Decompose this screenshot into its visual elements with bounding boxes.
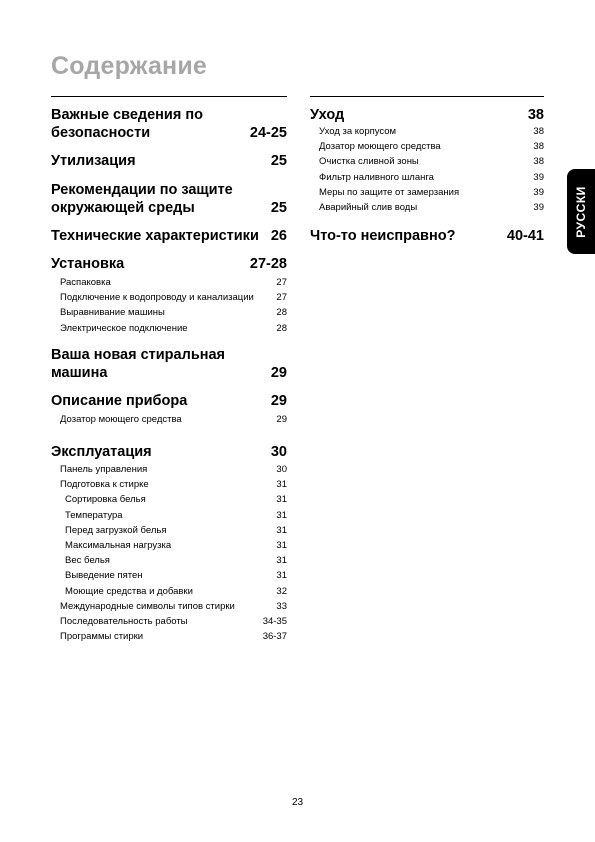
toc-item-page: 31 xyxy=(276,509,287,521)
toc-item-page: 30 xyxy=(276,464,287,476)
toc-section-installation[interactable] xyxy=(51,255,287,273)
toc-item[interactable] xyxy=(51,523,287,538)
toc-item[interactable] xyxy=(51,629,287,644)
toc-page: 38 xyxy=(527,107,544,123)
toc-item-page: 32 xyxy=(276,585,287,597)
toc-item-label: Панель управления xyxy=(60,464,148,476)
toc-item[interactable] xyxy=(310,170,544,185)
toc-item-label: Сортировка белья xyxy=(65,494,146,506)
toc-section-troubleshooting[interactable] xyxy=(310,227,544,245)
toc-item[interactable] xyxy=(51,412,287,427)
toc-item-page: 27 xyxy=(276,292,287,304)
toc-item[interactable] xyxy=(51,275,287,290)
toc-title: Установка xyxy=(51,256,125,272)
toc-page: 26 xyxy=(270,228,287,244)
toc-item-label: Температура xyxy=(65,509,123,521)
toc-left-column xyxy=(51,106,287,644)
toc-item-label: Максимальная нагрузка xyxy=(65,540,172,552)
toc-item-page: 36-37 xyxy=(262,631,287,643)
toc-title: Технические характеристики xyxy=(51,228,259,244)
toc-item-page: 31 xyxy=(276,570,287,582)
toc-item[interactable] xyxy=(51,584,287,599)
toc-title: Утилизация xyxy=(51,153,136,169)
divider-left xyxy=(51,96,287,97)
toc-title: безопасности xyxy=(51,125,151,141)
toc-page: 25 xyxy=(270,153,287,169)
toc-item-page: 39 xyxy=(533,171,544,183)
toc-item-label: Очистка сливной зоны xyxy=(319,156,419,168)
toc-title: Уход xyxy=(310,107,345,123)
toc-item-label: Программы стирки xyxy=(60,631,144,643)
toc-item-label: Моющие средства и добавки xyxy=(65,585,193,597)
toc-item-page: 38 xyxy=(533,156,544,168)
toc-item-page: 28 xyxy=(276,307,287,319)
toc-item-label: Подключение к водопроводу и канализации xyxy=(60,292,254,304)
toc-title: Описание прибора xyxy=(51,392,188,409)
toc-item[interactable] xyxy=(51,599,287,614)
toc-item-page: 28 xyxy=(276,322,287,334)
toc-item-label: Дозатор моющего средства xyxy=(60,413,182,425)
toc-item-page: 31 xyxy=(276,494,287,506)
toc-title: Рекомендации по защите xyxy=(51,182,233,198)
page-title: Содержание xyxy=(51,52,208,80)
toc-item-page: 31 xyxy=(276,479,287,491)
toc-item-label: Уход за корпусом xyxy=(319,126,397,137)
toc-item-label: Подготовка к стирке xyxy=(60,479,149,491)
toc-item-page: 38 xyxy=(533,141,544,153)
toc-item-label: Выведение пятен xyxy=(65,570,143,582)
toc-item-label: Выравнивание машины xyxy=(60,307,165,319)
toc-page: 29 xyxy=(270,364,287,381)
toc-title: машина xyxy=(51,364,108,381)
toc-section-specs[interactable] xyxy=(51,227,287,245)
toc-item[interactable] xyxy=(310,185,544,200)
page-number: 23 xyxy=(291,797,304,808)
toc-item[interactable] xyxy=(51,477,287,492)
toc-item-label: Международные символы типов стирки xyxy=(60,600,235,612)
toc-title: Важные сведения по xyxy=(51,107,203,123)
toc-section-safety[interactable] xyxy=(51,106,287,142)
toc-title: окружающей среды xyxy=(51,200,195,216)
toc-item-label: Дозатор моющего средства xyxy=(319,141,441,153)
toc-item-page: 27 xyxy=(276,277,287,288)
toc-item[interactable] xyxy=(51,508,287,523)
language-tab xyxy=(567,169,595,254)
toc-item-page: 38 xyxy=(533,126,544,137)
toc-item[interactable] xyxy=(51,462,287,477)
toc-item-label: Вес белья xyxy=(65,555,110,567)
language-tab-label: РУССКИ xyxy=(574,185,588,238)
toc-item-label: Распаковка xyxy=(60,277,111,288)
toc-item[interactable] xyxy=(51,321,287,336)
toc-item[interactable] xyxy=(51,305,287,320)
toc-page: 24-25 xyxy=(249,125,287,141)
toc-item[interactable] xyxy=(51,538,287,553)
toc-page: 29 xyxy=(270,392,287,409)
toc-right-column xyxy=(310,106,544,245)
toc-item-label: Электрическое подключение xyxy=(60,322,188,334)
toc-title: Ваша новая стиральная xyxy=(51,346,226,363)
toc-item-page: 33 xyxy=(276,600,287,612)
toc-item[interactable] xyxy=(310,154,544,169)
toc-section-care[interactable] xyxy=(310,106,544,124)
divider-right xyxy=(310,96,544,97)
toc-item[interactable] xyxy=(51,290,287,305)
toc-item-label: Последовательность работы xyxy=(60,616,188,628)
toc-item-page: 39 xyxy=(533,186,544,198)
toc-section-operation[interactable] xyxy=(51,443,287,461)
toc-item[interactable] xyxy=(51,492,287,507)
toc-item-page: 31 xyxy=(276,524,287,536)
toc-title: Что-то неисправно? xyxy=(310,228,456,245)
toc-title: Эксплуатация xyxy=(51,444,152,461)
toc-item-page: 31 xyxy=(276,555,287,567)
toc-section-description[interactable] xyxy=(51,392,287,410)
toc-item-page: 39 xyxy=(533,202,544,214)
toc-page: 27-28 xyxy=(249,256,287,272)
toc-item[interactable] xyxy=(51,553,287,568)
toc-item[interactable] xyxy=(310,124,544,139)
toc-item-page: 34-35 xyxy=(262,616,287,628)
toc-item[interactable] xyxy=(51,614,287,629)
toc-item-page: 29 xyxy=(276,413,287,425)
toc-item[interactable] xyxy=(310,200,544,215)
toc-section-new-machine[interactable] xyxy=(51,346,287,382)
toc-item-label: Перед загрузкой белья xyxy=(65,524,167,536)
toc-page: 40-41 xyxy=(506,228,544,245)
toc-item-page: 31 xyxy=(276,540,287,552)
toc-page: 25 xyxy=(270,200,287,216)
toc-item[interactable] xyxy=(310,139,544,154)
toc-item-label: Аварийный слив воды xyxy=(319,202,418,214)
toc-section-disposal[interactable] xyxy=(51,152,287,170)
toc-item-label: Меры по защите от замерзания xyxy=(319,186,460,198)
toc-section-environment[interactable] xyxy=(51,181,287,217)
toc-item-label: Фильтр наливного шланга xyxy=(319,171,434,183)
toc-item[interactable] xyxy=(51,568,287,583)
toc-page: 30 xyxy=(270,444,287,461)
